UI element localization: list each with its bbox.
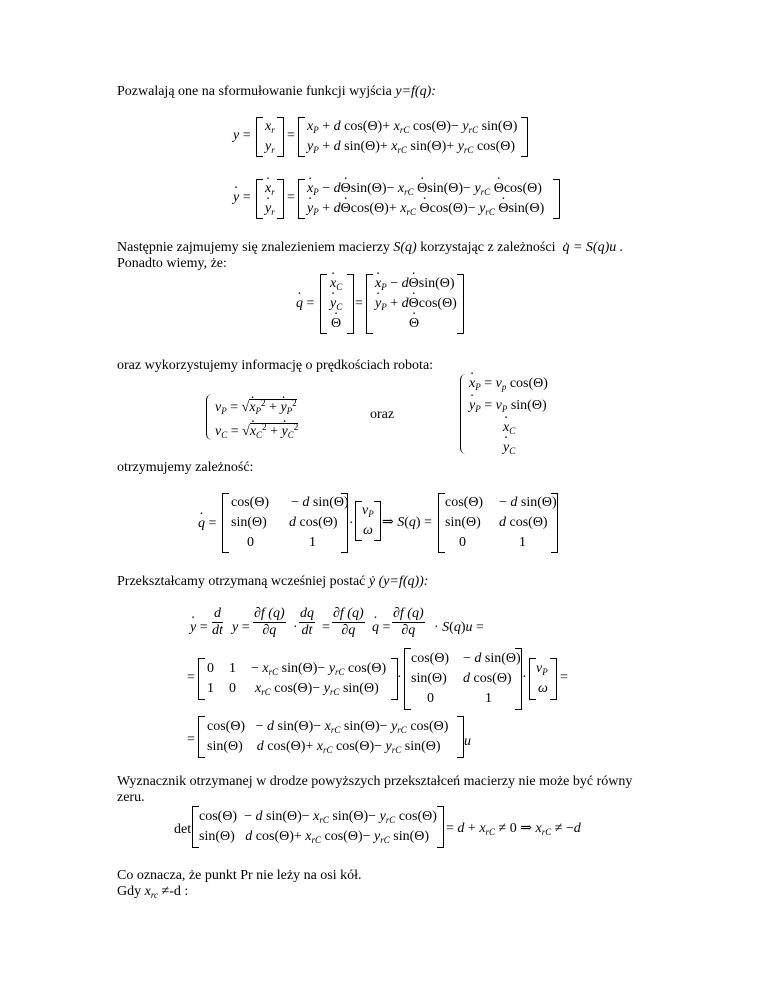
math-span: q̇ = S(q)u .: [562, 240, 624, 255]
eq6-qdot: q · =: [372, 620, 390, 636]
math-span: y=f(q):: [395, 84, 436, 99]
text-span: Następnie zajmujemy się znalezieniem macierzy: [117, 240, 394, 255]
eq2-vec-row: $x \cdot_r$: [265, 181, 275, 197]
matrix-cell: sin(Θ): [231, 515, 267, 530]
frac-d-dt: $\frac{d}{dt}$: [212, 606, 223, 638]
eq3-row-3: Θ ·: [409, 316, 419, 332]
paragraph-determinant-line1: Wyznacznik otrzymanej w drodze powyższych przekształceń macierzy nie może być równy: [117, 774, 633, 789]
det-label: det: [174, 822, 192, 837]
math-span: rc: [150, 890, 159, 900]
eq1-matrix: [298, 117, 528, 157]
xc-dot: $x \cdot_C$: [503, 420, 515, 436]
yc-dot: $y \cdot_C$: [503, 440, 515, 456]
paragraph-output-function: [117, 84, 436, 100]
paragraph-matrix-s: [117, 240, 623, 256]
matrix-cell: cos(Θ): [445, 495, 484, 510]
eq2-vec-row: $y \cdot_r$: [265, 201, 275, 217]
eq6-s-term: · S(q)u =: [434, 620, 484, 635]
dot-operator: ·: [349, 516, 354, 531]
eq7-matrix: [192, 806, 444, 848]
matrix-cell: − d sin(Θ): [499, 495, 557, 510]
eq1-row-2: $y_P + d$ $\sin(\Theta)+ x_{rC}$ $\sin(\Theta)+ y_{rC}$ cos(Θ): [307, 139, 516, 155]
matrix-cell: d cos(Θ): [499, 515, 548, 530]
eq3-vector: [320, 274, 354, 334]
equals-sign: =: [287, 128, 295, 143]
eq1-row-1: $x_P + d$ $\cos(\Theta)+ x_{rC}$ $\cos(\Theta)- y_{rC}$ sin(Θ): [307, 119, 518, 135]
paragraph-we-know: Ponadto wiemy, że:: [117, 256, 227, 271]
frac-dq-dt: $\frac{dq}{dt}$: [300, 606, 314, 638]
eq1-lhs: y =: [233, 128, 251, 143]
eq3-lhs: q · =: [296, 296, 314, 312]
eq2-lhs: y · =: [233, 190, 251, 206]
matrix-cell: sin(Θ): [411, 671, 447, 686]
equals-sign: =: [560, 670, 568, 685]
left-brace: [206, 394, 213, 440]
frac-df-dq: $\frac{\partial f (q)}{\partial q}$: [254, 606, 285, 638]
frac-df-dq: $\frac{\partial f (q)}{\partial q}$: [333, 606, 364, 638]
eq5-vector: [355, 501, 381, 541]
matrix-cell: 0: [207, 661, 214, 676]
matrix-cell: 1: [309, 535, 316, 550]
eq6-result-row-2: sin(Θ) d $\cos(\Theta)+ x_{rC}$ $\cos(\Theta)- y_{rC}$ sin(Θ): [207, 739, 441, 755]
vc-definition: $v_C = √x \cdot_C^2 + y \cdot_C^2$: [215, 422, 298, 440]
eq6-u: u: [464, 734, 471, 749]
dot-operator: ·: [293, 620, 298, 635]
paragraph-obtain: otrzymujemy zależność:: [117, 460, 254, 475]
eq6-jacobian: [198, 658, 398, 700]
vp-definition: $v_P = √x \cdot_P^2 + y \cdot_P^2$: [215, 398, 297, 416]
dot-operator: ·: [522, 670, 527, 685]
yp-dot-eq: $y \cdot_P = v_P$ sin(Θ): [469, 398, 547, 414]
vec-cell: $v_P$: [362, 503, 374, 519]
eq3-row-2: $y \cdot_P + d\Theta \cdot\cos(\Theta)$: [375, 296, 457, 312]
paragraph-condition: [117, 884, 188, 903]
eq3-vec-row: Θ ·: [331, 316, 341, 332]
oraz-label: oraz: [370, 407, 395, 422]
eq7-rhs: = $d + x_{rC} \ne 0$ ⇒ $x_{rC} \ne -d$: [446, 821, 581, 837]
math-span: S(q): [393, 240, 417, 255]
matrix-cell: 1: [485, 691, 492, 706]
eq2-vector: [256, 179, 284, 219]
matrix-cell: − d sin(Θ): [291, 495, 349, 510]
matrix-cell: 0: [459, 535, 466, 550]
eq1-vec-row: $x_r$: [265, 119, 275, 135]
frac-df-dq: $\frac{\partial f (q)}{\partial q}$: [393, 606, 424, 638]
xp-dot-eq: $x \cdot_P = v_p$ cos(Θ): [469, 376, 548, 392]
vec-cell: ω: [538, 681, 548, 696]
eq2-row-2: $y \cdot_P + d\Theta \cdot\cos(\Theta)+ x_{rC}$ $\Theta \cdot\cos(\Theta)- y_{rC}$ Θ ·sin(Θ): [307, 201, 544, 217]
eq5-lhs: q · =: [198, 516, 216, 532]
eq1-vec-row: $y_r$: [265, 139, 275, 155]
matrix-cell: $x_{rC}$ $\cos(\Theta)- y_{rC}$ sin(Θ): [255, 681, 379, 697]
matrix-cell: 1: [207, 681, 214, 696]
math-span: x: [144, 884, 151, 899]
matrix-cell: d cos(Θ): [289, 515, 338, 530]
eq6-result-row-1: cos(Θ) − d $\sin(\Theta)- x_{rC}$ $\sin(\Theta)- y_{rC}$ cos(Θ): [207, 719, 449, 735]
eq3-vec-row: $x \cdot_C$: [330, 276, 342, 292]
matrix-cell: cos(Θ): [231, 495, 270, 510]
paragraph-conclusion: Co oznacza, że punkt Pr nie leży na osi kół.: [117, 868, 362, 883]
text-span: Gdy: [117, 884, 145, 899]
math-span: ẏ (y=f(q)):: [368, 574, 429, 589]
matrix-cell: − d sin(Θ): [463, 651, 521, 666]
eq2-matrix: [298, 179, 560, 219]
eq7-row-2: sin(Θ) d $\cos(\Theta)+ x_{rC}$ $\cos(\Theta)- y_{rC}$ sin(Θ): [199, 829, 430, 845]
eq5-s-matrix: [438, 493, 558, 553]
equals-sign: =: [287, 190, 295, 205]
equals-sign: =: [187, 670, 195, 685]
eq6-ydot: y · =: [190, 620, 208, 636]
eq3-matrix: [366, 274, 464, 334]
eq5-implies: ⇒ S(q) =: [382, 515, 432, 530]
matrix-cell: 0: [229, 681, 236, 696]
paragraph-transform: [117, 574, 428, 590]
text-span: korzystając z zależności: [416, 240, 556, 255]
text-span: ≠-d :: [158, 884, 189, 899]
eq6-s-matrix: [404, 648, 522, 710]
equals-sign: =: [355, 296, 363, 311]
right-brace: [460, 374, 467, 454]
eq6-y: y =: [232, 620, 250, 635]
text-span: Pozwalają one na sformułowanie funkcji wyjścia: [117, 84, 396, 99]
matrix-cell: 1: [229, 661, 236, 676]
eq1-vector: [256, 117, 284, 157]
equals-sign: =: [187, 732, 195, 747]
text-span: Przekształcamy otrzymaną wcześniej postać: [117, 574, 369, 589]
equals-sign: =: [322, 620, 330, 635]
matrix-cell: d cos(Θ): [463, 671, 512, 686]
eq5-matrix: [222, 493, 348, 553]
vec-cell: $v_P$: [536, 661, 548, 677]
matrix-cell: 0: [427, 691, 434, 706]
eq6-result-matrix: [198, 716, 464, 758]
matrix-cell: cos(Θ): [411, 651, 450, 666]
matrix-cell: sin(Θ): [445, 515, 481, 530]
paragraph-robot-velocities: oraz wykorzystujemy informację o prędkościach robota:: [117, 358, 434, 373]
paragraph-determinant-line2: zeru.: [117, 790, 145, 805]
eq2-row-1: $x \cdot_P - d\Theta \cdot\sin(\Theta)- x_{rC}$ $\Theta \cdot\sin(\Theta)- y_{rC}$ Θ ·cos(Θ): [307, 181, 542, 197]
matrix-cell: − $x_{rC}$ $\sin(\Theta)- y_{rC}$ cos(Θ): [251, 661, 387, 677]
eq6-input-vector: [529, 658, 557, 700]
matrix-cell: 0: [247, 535, 254, 550]
eq3-vec-row: $y \cdot_C$: [330, 296, 342, 312]
dot-operator: ·: [397, 670, 402, 685]
eq7-row-1: cos(Θ) − d $\sin(\Theta)- x_{rC}$ $\sin(\Theta)- y_{rC}$ cos(Θ): [199, 809, 437, 825]
eq3-row-1: $x \cdot_P - d\Theta \cdot\sin(\Theta)$: [375, 276, 455, 292]
vec-cell: ω: [363, 523, 373, 538]
matrix-cell: 1: [519, 535, 526, 550]
